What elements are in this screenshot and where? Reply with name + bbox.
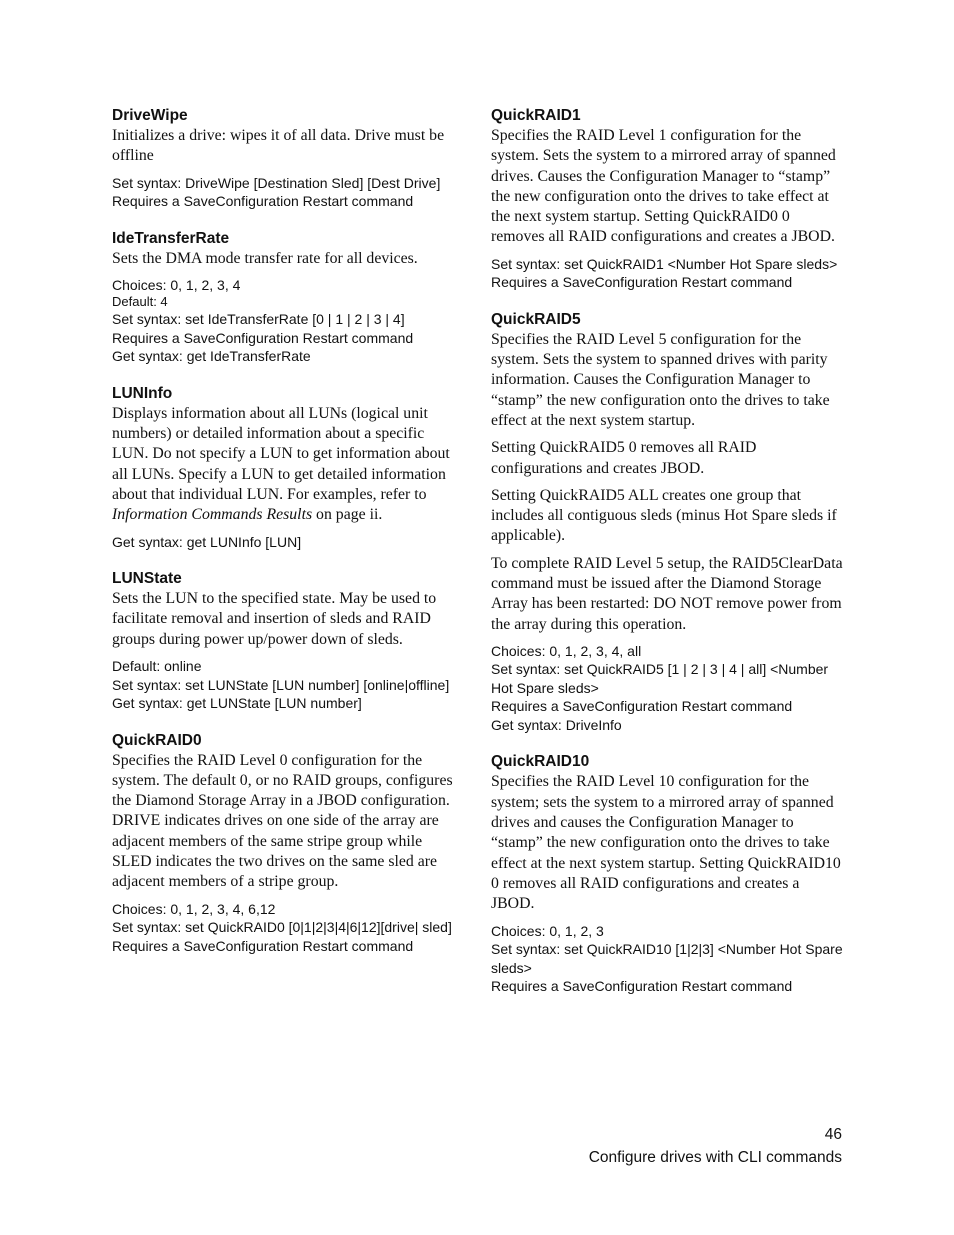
desc-lunstate: Sets the LUN to the specified state. May be used to facilitate removal and insertion of sleds and RAID groups during power up/power down of sleds. [112, 590, 437, 648]
section-idetransferrate [112, 229, 464, 366]
syntax-line: Set syntax: set QuickRAID1 <Number Hot Spare sleds> [491, 255, 838, 272]
syntax-line: Default: online [112, 658, 202, 675]
section-drivewipe [112, 106, 464, 211]
right-column [491, 106, 843, 1014]
heading-luninfo: LUNInfo [112, 384, 173, 402]
syntax-line: Choices: 0, 1, 2, 3, 4, all [491, 642, 642, 659]
footer-section-title: Configure drives with CLI commands [588, 1149, 842, 1166]
syntax-line: Set syntax: set QuickRAID5 [1 | 2 | 3 | 4 | all] <Number Hot Spare sleds> [491, 661, 829, 696]
syntax-line: Requires a SaveConfiguration Restart command [491, 698, 793, 715]
syntax-line: Set syntax: set QuickRAID0 [0|1|2|3|4|6|12][drive| sled] [112, 919, 452, 936]
default-line: Default: 4 [112, 294, 168, 310]
left-column [112, 106, 464, 973]
heading-drivewipe: DriveWipe [112, 107, 188, 124]
desc-quickraid1: Specifies the RAID Level 1 configuration for the system. Sets the system to a mirrored array of spanned drives. Causes the Configuration Manager to “stamp” the new configuration onto the drives to take effect at the next system startup. Setting QuickRAID0 0 removes all RAID configurations and creates a JBOD. [491, 127, 836, 246]
desc-quickraid5: To complete RAID Level 5 setup, the RAID5ClearData command must be issued after the Diamond Storage Array has been restarted: DO NOT remove power from the array during this operation. [491, 554, 843, 633]
syntax-line: Set syntax: set QuickRAID10 [1|2|3] <Number Hot Spare sleds> [491, 941, 843, 976]
section-quickraid0 [112, 731, 464, 956]
syntax-line: Choices: 0, 1, 2, 3, 4, 6,12 [112, 900, 276, 917]
syntax-line: Set syntax: DriveWipe [Destination Sled] [Dest Drive] [112, 174, 441, 191]
syntax-line: Get syntax: get IdeTransferRate [112, 348, 311, 365]
desc-quickraid5: Setting QuickRAID5 ALL creates one group that includes all contiguous sleds (minus Hot Spare sleds if applicable). [491, 486, 837, 545]
syntax-line: Set syntax: set IdeTransferRate [0 | 1 | 2 | 3 | 4] [112, 311, 405, 328]
syntax-line: Requires a SaveConfiguration Restart command [112, 937, 414, 954]
desc-idetransferrate: Sets the DMA mode transfer rate for all devices. [112, 249, 418, 267]
heading-lunstate: LUNState [112, 570, 182, 588]
desc-quickraid5: Specifies the RAID Level 5 configuration for the system. Sets the system to spanned drives with parity information. Causes the Configuration Manager to “stamp” the new configuration onto the drives to take effect at the next system startup. [491, 330, 830, 429]
desc-luninfo-tail: on page ii. [312, 506, 383, 524]
desc-luninfo-main: Displays information about all LUNs (logical unit numbers) or detailed information about a specific LUN. Do not specify a LUN to get information about all LUNs. Specify a LUN to get detailed information about that individual LUN. For examples, refer to [112, 404, 450, 504]
section-quickraid5 [491, 310, 843, 735]
syntax-line: Get syntax: DriveInfo [491, 716, 622, 733]
syntax-line: Get syntax: get LUNState [LUN number] [112, 695, 362, 712]
heading-quickraid10: QuickRAID10 [491, 753, 590, 771]
syntax-line: Requires a SaveConfiguration Restart command [491, 274, 793, 291]
syntax-line: Get syntax: get LUNInfo [LUN] [112, 533, 302, 550]
desc-luninfo [112, 404, 464, 526]
section-quickraid1 [491, 106, 843, 292]
heading-idetransferrate: IdeTransferRate [112, 229, 230, 247]
choices-line: Choices: 0, 1, 2, 3, 4 [112, 276, 241, 293]
section-quickraid10 [491, 752, 843, 995]
heading-quickraid5: QuickRAID5 [491, 310, 581, 328]
section-lunstate [112, 569, 464, 712]
desc-quickraid0: Specifies the RAID Level 0 configuration for the system. The default 0, or no RAID groups, configures the Diamond Storage Array in a JBOD configuration. DRIVE indicates drives on one side of the array are adjacent members of the same stripe group while SLED indicates the two drives on the same sled are adjacent members of a stripe group. [112, 751, 453, 891]
syntax-line: Choices: 0, 1, 2, 3 [491, 922, 604, 939]
syntax-line: Set syntax: set LUNState [LUN number] [online|offline] [112, 676, 450, 693]
cross-reference-link[interactable]: Information Commands Results [112, 506, 313, 524]
heading-quickraid1: QuickRAID1 [491, 107, 581, 124]
desc-drivewipe: Initializes a drive: wipes it of all data. Drive must be offline [112, 127, 445, 165]
syntax-line: Requires a SaveConfiguration Restart command [112, 193, 414, 210]
desc-quickraid10: Specifies the RAID Level 10 configuration for the system; sets the system to a mirrored array of spanned drives and causes the Configuration Manager to “stamp” the new configuration onto the drives to take effect at the next system startup. Setting QuickRAID10 0 removes all RAID configurations and creates a JBOD. [491, 773, 841, 913]
section-luninfo [112, 384, 464, 551]
syntax-line: Requires a SaveConfiguration Restart command [491, 978, 793, 995]
heading-quickraid0: QuickRAID0 [112, 731, 202, 749]
syntax-line: Requires a SaveConfiguration Restart command [112, 329, 414, 346]
desc-quickraid5: Setting QuickRAID5 0 removes all RAID configurations and creates JBOD. [491, 439, 757, 477]
page-number: 46 [824, 1126, 842, 1143]
